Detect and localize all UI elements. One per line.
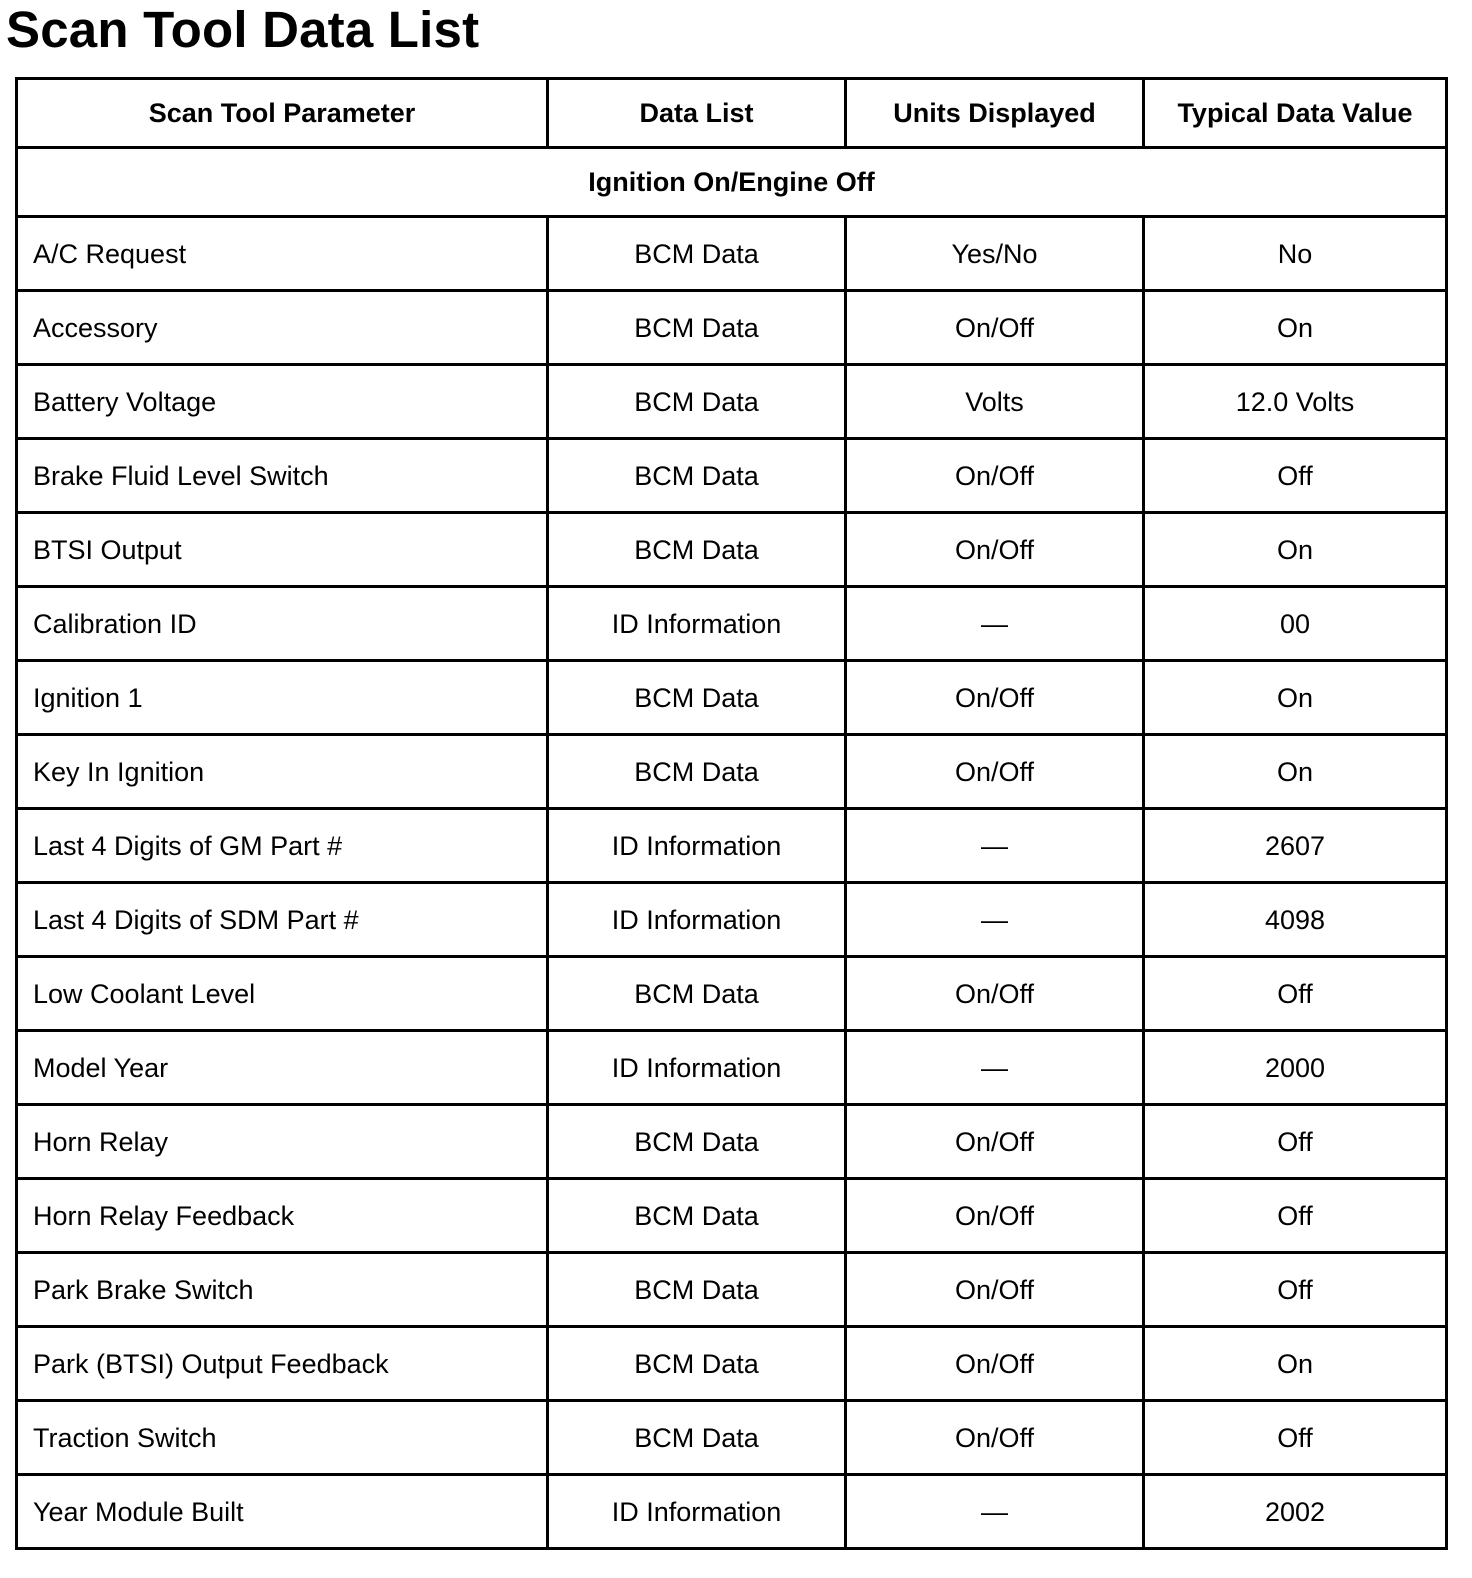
typical-value-cell: On — [1144, 1327, 1447, 1401]
data-list-cell: BCM Data — [548, 291, 846, 365]
parameter-cell: Traction Switch — [17, 1401, 548, 1475]
units-cell: On/Off — [846, 1327, 1144, 1401]
units-cell: On/Off — [846, 1401, 1144, 1475]
data-list-cell: BCM Data — [548, 365, 846, 439]
parameter-cell: Year Module Built — [17, 1475, 548, 1549]
parameter-cell: Calibration ID — [17, 587, 548, 661]
table-row — [17, 809, 1447, 883]
typical-value-cell: 00 — [1144, 587, 1447, 661]
data-list-cell: ID Information — [548, 809, 846, 883]
data-list-cell: ID Information — [548, 1031, 846, 1105]
table-row — [17, 291, 1447, 365]
data-list-cell: BCM Data — [548, 661, 846, 735]
typical-value-cell: Off — [1144, 957, 1447, 1031]
section-row — [17, 148, 1447, 217]
data-list-cell: BCM Data — [548, 1179, 846, 1253]
data-list-cell: BCM Data — [548, 1105, 846, 1179]
typical-value-cell: No — [1144, 217, 1447, 291]
units-cell: On/Off — [846, 1105, 1144, 1179]
data-list-cell: ID Information — [548, 587, 846, 661]
units-cell: — — [846, 809, 1144, 883]
units-cell: — — [846, 587, 1144, 661]
table-row — [17, 1179, 1447, 1253]
table-row — [17, 957, 1447, 1031]
table-row — [17, 365, 1447, 439]
data-list-cell: BCM Data — [548, 513, 846, 587]
parameter-cell: Park (BTSI) Output Feedback — [17, 1327, 548, 1401]
data-list-cell: BCM Data — [548, 735, 846, 809]
units-cell: Yes/No — [846, 217, 1144, 291]
typical-value-cell: On — [1144, 735, 1447, 809]
section-label: Ignition On/Engine Off — [17, 148, 1447, 217]
units-cell: On/Off — [846, 735, 1144, 809]
table-row — [17, 883, 1447, 957]
table-row — [17, 1475, 1447, 1549]
typical-value-cell: 12.0 Volts — [1144, 365, 1447, 439]
data-list-cell: BCM Data — [548, 217, 846, 291]
column-header-typical-value: Typical Data Value — [1144, 79, 1447, 148]
units-cell: On/Off — [846, 1179, 1144, 1253]
typical-value-cell: On — [1144, 291, 1447, 365]
page-title: Scan Tool Data List — [6, 1, 480, 58]
units-cell: On/Off — [846, 439, 1144, 513]
parameter-cell: Last 4 Digits of GM Part # — [17, 809, 548, 883]
column-header-parameter: Scan Tool Parameter — [17, 79, 548, 148]
typical-value-cell: On — [1144, 661, 1447, 735]
units-cell: On/Off — [846, 1253, 1144, 1327]
parameter-cell: Brake Fluid Level Switch — [17, 439, 548, 513]
parameter-cell: Horn Relay Feedback — [17, 1179, 548, 1253]
typical-value-cell: Off — [1144, 1105, 1447, 1179]
parameter-cell: Last 4 Digits of SDM Part # — [17, 883, 548, 957]
data-list-cell: BCM Data — [548, 439, 846, 513]
parameter-cell: Park Brake Switch — [17, 1253, 548, 1327]
table-row — [17, 1401, 1447, 1475]
units-cell: — — [846, 1031, 1144, 1105]
parameter-cell: Key In Ignition — [17, 735, 548, 809]
table-row — [17, 587, 1447, 661]
table-row — [17, 439, 1447, 513]
data-list-cell: ID Information — [548, 1475, 846, 1549]
table-row — [17, 1105, 1447, 1179]
parameter-cell: Accessory — [17, 291, 548, 365]
data-list-cell: ID Information — [548, 883, 846, 957]
units-cell: On/Off — [846, 661, 1144, 735]
column-header-units: Units Displayed — [846, 79, 1144, 148]
typical-value-cell: Off — [1144, 1253, 1447, 1327]
units-cell: Volts — [846, 365, 1144, 439]
units-cell: On/Off — [846, 513, 1144, 587]
units-cell: — — [846, 1475, 1144, 1549]
units-cell: — — [846, 883, 1144, 957]
table-row — [17, 1253, 1447, 1327]
typical-value-cell: 2000 — [1144, 1031, 1447, 1105]
units-cell: On/Off — [846, 291, 1144, 365]
parameter-cell: Battery Voltage — [17, 365, 548, 439]
table-row — [17, 217, 1447, 291]
parameter-cell: Horn Relay — [17, 1105, 548, 1179]
data-list-cell: BCM Data — [548, 1327, 846, 1401]
data-list-cell: BCM Data — [548, 1401, 846, 1475]
typical-value-cell: 2002 — [1144, 1475, 1447, 1549]
scan-tool-data-table — [15, 77, 1448, 1550]
table-row — [17, 1327, 1447, 1401]
parameter-cell: Model Year — [17, 1031, 548, 1105]
table-row — [17, 1031, 1447, 1105]
parameter-cell: Low Coolant Level — [17, 957, 548, 1031]
table-row — [17, 735, 1447, 809]
table-row — [17, 513, 1447, 587]
data-list-cell: BCM Data — [548, 1253, 846, 1327]
parameter-cell: A/C Request — [17, 217, 548, 291]
typical-value-cell: Off — [1144, 439, 1447, 513]
header-row — [17, 79, 1447, 148]
column-header-data-list: Data List — [548, 79, 846, 148]
units-cell: On/Off — [846, 957, 1144, 1031]
typical-value-cell: 2607 — [1144, 809, 1447, 883]
data-list-cell: BCM Data — [548, 957, 846, 1031]
typical-value-cell: Off — [1144, 1179, 1447, 1253]
parameter-cell: Ignition 1 — [17, 661, 548, 735]
typical-value-cell: 4098 — [1144, 883, 1447, 957]
parameter-cell: BTSI Output — [17, 513, 548, 587]
table-row — [17, 661, 1447, 735]
typical-value-cell: On — [1144, 513, 1447, 587]
typical-value-cell: Off — [1144, 1401, 1447, 1475]
